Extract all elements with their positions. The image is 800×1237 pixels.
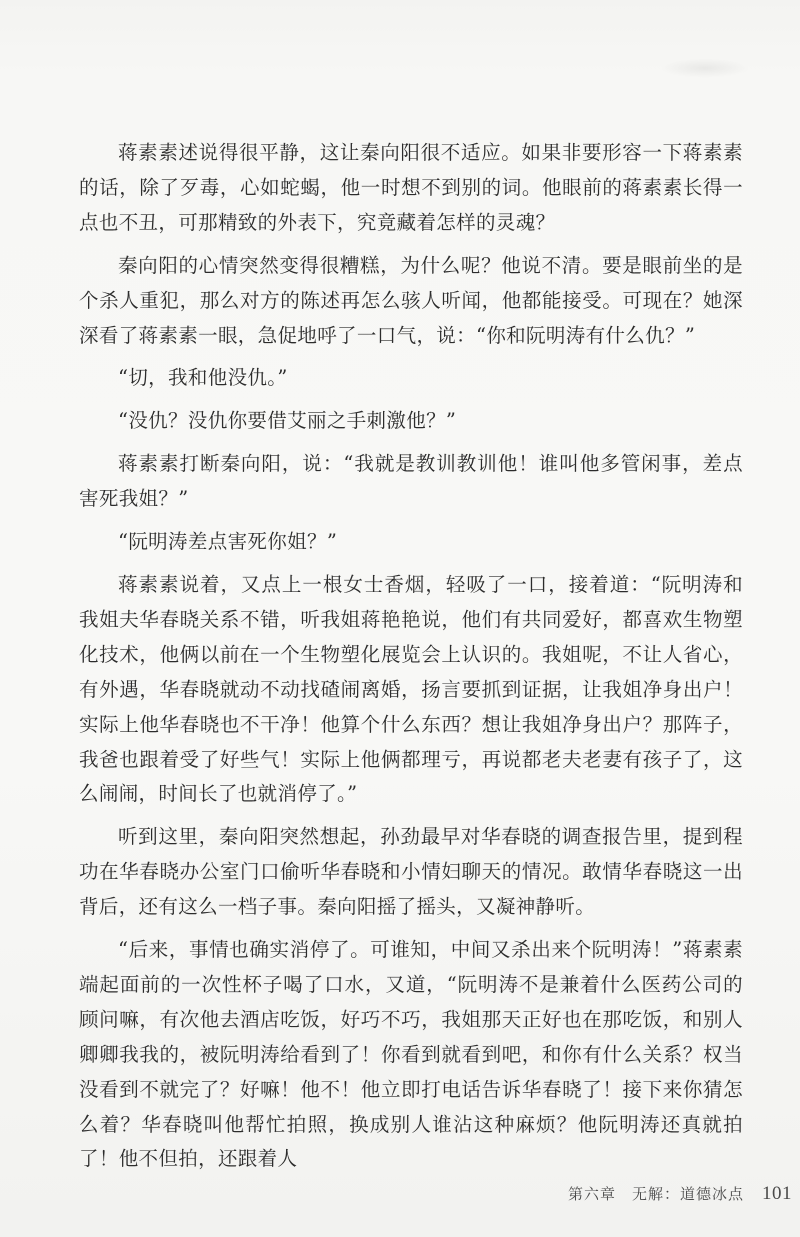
paragraph-4: “没仇？没仇你要借艾丽之手刺激他？” [118, 409, 457, 433]
paragraph-2: 秦向阳的心情突然变得很糟糕，为什么呢？他说不清。要是眼前坐的是个杀人重犯，那么对方的陈述再怎么骇人听闻，他都能接受。可现在？她深深看了蒋素素一眼，急促地呼了一口气，说：“你和阮明涛有什么仇？” [79, 253, 743, 347]
paragraph-7: 蒋素素说着，又点上一根女士香烟，轻吸了一口，接着道：“阮明涛和我姐夫华春晓关系不错，听我姐蒋艳艳说，他们有共同爱好，都喜欢生物塑化技术，他俩以前在一个生物塑化展览会上认识的。我姐呢，不让人省心，有外遇，华春晓就动不动找碴闹离婚，扬言要抓到证据，让我姐净身出户！实际上他华春晓也不干净！他算个什么东西？想让我姐净身出户？那阵子，我爸也跟着受了好些气！实际上他俩都理亏，再说都老夫老妻有孩子了，这么闹闹，时间长了也就消停了。” [79, 572, 743, 806]
page-footer [470, 1183, 792, 1205]
scan-shadow [660, 58, 750, 78]
paragraph-5: 蒋素素打断秦向阳，说：“我就是教训教训他！谁叫他多管闲事，差点害死我姐？” [79, 452, 743, 511]
page-number: 101 [762, 1183, 792, 1204]
page-body [79, 136, 743, 1185]
paragraph-8: 听到这里，秦向阳突然想起，孙劲最早对华春晓的调查报告里，提到程功在华春晓办公室门口偷听华春晓和小情妇聊天的情况。敢情华春晓这一出背后，还有这么一档子事。秦向阳摇了摇头，又凝神静听。 [79, 825, 743, 919]
paragraph-1: 蒋素素述说得很平静，这让秦向阳很不适应。如果非要形容一下蒋素素的话，除了歹毒，心如蛇蝎，他一时想不到别的词。他眼前的蒋素素长得一点也不丑，可那精致的外表下，究竟藏着怎样的灵魂？ [79, 141, 743, 234]
chapter-title: 第六章 无解：道德冰点 [567, 1185, 744, 1203]
paragraph-6: “阮明涛差点害死你姐？” [118, 530, 338, 554]
paragraph-9: “后来，事情也确实消停了。可谁知，中间又杀出来个阮明涛！”蒋素素端起面前的一次性杯子喝了口水，又道，“阮明涛不是兼着什么医药公司的顾问嘛，有次他去酒店吃饭，好巧不巧，我姐那天正好也在那吃饭，和别人卿卿我我的，被阮明涛给看到了！你看到就看到吧，和你有什么关系？权当没看到不就完了？好嘛！他不！他立即打电话告诉华春晓了！接下来你猜怎么着？华春晓叫他帮忙拍照，换成别人谁沾这种麻烦？他阮明涛还真就拍了！他不但拍，还跟着人 [79, 938, 743, 1171]
paragraph-3: “切，我和他没仇。” [118, 366, 288, 390]
